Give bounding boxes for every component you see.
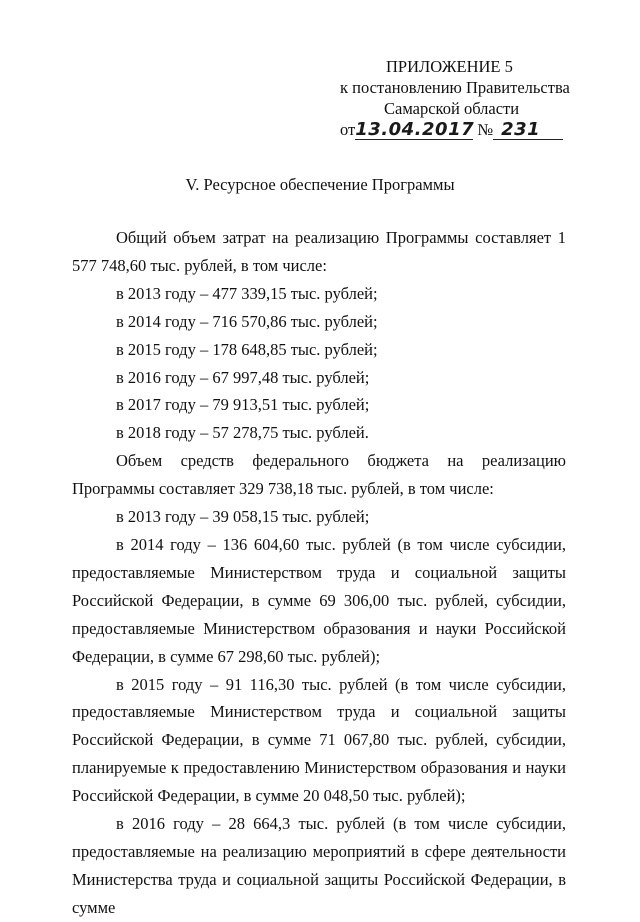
section-heading: V. Ресурсное обеспечение Программы (185, 175, 455, 194)
number-underline (493, 119, 563, 140)
federal-year-2016: в 2016 году – 28 664,3 тыс. рублей (в том числе субсидии, предоставляемые на реализацию мероприятий в сфере деятельности Министерства труда и социальной защиты Российской Федерации, в сумме (72, 814, 566, 917)
paragraph-federal: Объем средств федерального бюджета на реализацию Программы составляет 329 738,18 тыс. рублей, в том числе: (72, 451, 566, 499)
total-year-2013: в 2013 году – 477 339,15 тыс. рублей; (116, 283, 378, 303)
total-year-2017: в 2017 году – 79 913,51 тыс. рублей; (116, 395, 370, 415)
appendix-date-number (340, 119, 566, 143)
total-year-2016: в 2016 году – 67 997,48 тыс. рублей; (116, 367, 370, 387)
number-prefix: № (477, 120, 494, 139)
body-text (72, 224, 566, 922)
total-year-2018: в 2018 году – 57 278,75 тыс. рублей. (116, 423, 369, 443)
total-year-2015: в 2015 году – 178 648,85 тыс. рублей; (116, 339, 378, 359)
federal-year-2015: в 2015 году – 91 116,30 тыс. рублей (в том числе субсидии, предоставляемые Министерством труда и социальной защиты Российской Федерации, в сумме 71 067,80 тыс. рублей, субсидии, планируемые к предоставлению Министерством образования и науки Российской Федерации, в сумме 20 048,50 тыс. рублей); (72, 674, 566, 806)
paragraph-total: Общий объем затрат на реализацию Программы составляет 1 577 748,60 тыс. рублей, в том числе: (72, 228, 566, 275)
appendix-decree: к постановлению Правительства (340, 78, 570, 97)
federal-year-2014: в 2014 году – 136 604,60 тыс. рублей (в том числе субсидии, предоставляемые Министерством труда и социальной защиты Российской Федерации, в сумме 69 306,00 тыс. рублей, субсидии, предоставляемые Министерством образования и науки Российской Федерации, в сумме 67 298,60 тыс. рублей); (72, 534, 566, 666)
date-prefix: от (340, 120, 356, 139)
federal-year-2013: в 2013 году – 39 058,15 тыс. рублей; (116, 507, 370, 527)
handwritten-number: 231 (501, 119, 541, 140)
appendix-title: ПРИЛОЖЕНИЕ 5 (386, 57, 513, 76)
total-year-2014: в 2014 году – 716 570,86 тыс. рублей; (116, 311, 378, 331)
handwritten-date: 13.04.2017 (355, 119, 475, 140)
appendix-region: Самарской области (384, 99, 520, 118)
date-underline (355, 119, 473, 140)
